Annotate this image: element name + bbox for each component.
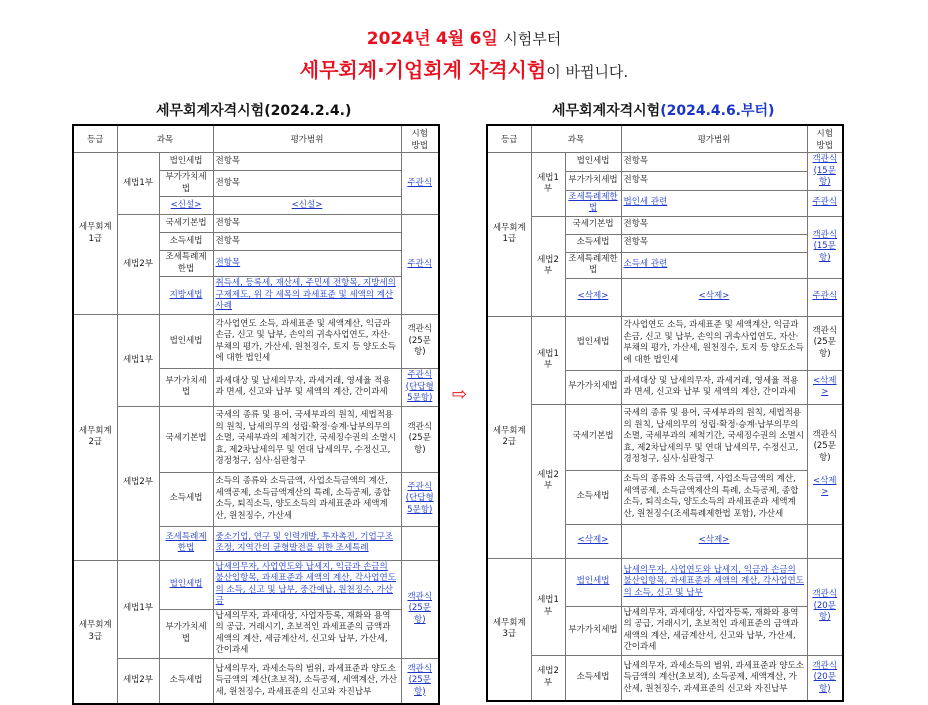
subject-special: 조세특례제한법 (159, 526, 213, 560)
method-cell: 주관식 (401, 153, 439, 215)
method-cell: 객관식 (20문항) (807, 655, 843, 701)
scope-del: <삭제> (621, 524, 807, 558)
method-cell: 객관식 (25문항) (401, 560, 439, 658)
scope-cell: 납세의무자, 사업연도와 납세지, 익금과 손금의 불산입항목, 과세표준과 세액의 계산, 각사업연도의 소득, 신고 및 납부 (621, 558, 807, 606)
left-table (72, 124, 440, 705)
scope-cell: 전항목 (213, 171, 401, 197)
date-month: 4월 (435, 29, 465, 49)
col-grade: 등급 (73, 125, 117, 153)
col-grade: 등급 (487, 125, 531, 153)
scope-cell: 국세의 종류 및 용어, 국세부과의 원칙, 세법적용의 원칙, 납세의무의 성립·확정·승계·납부의무의 소멸, 국세부과의 제척기간, 국세징수권의 소멸시효, 제2차납세의무 및 연대 납세의무, 수정신고, 경정청구, 심사·심판청구 (621, 404, 807, 470)
method-cell: 객관식 (25문항) (807, 316, 843, 370)
scope-cell: 각사업연도 소득, 과세표준 및 세액계산, 익금과 손금, 신고 및 납부, 손익의 귀속사업연도, 자산·부채의 평가, 가산세, 원천징수, 토지 등 양도소득에 대한 법인세 (621, 316, 807, 370)
subject-corp: 법인세법 (159, 153, 213, 171)
subject-vat: 부가가치세법 (565, 606, 621, 655)
scope-cell: 납세의무자, 과세대상, 사업자등록, 재화와 용역의 공급, 거래시기, 초보적인 과세표준의 금액과 세액의 계산, 세금계산서, 신고와 납부, 가산세, 간이과세 (213, 609, 401, 658)
subject-del: <삭제> (565, 278, 621, 316)
subject-vat: 부가가치세법 (159, 369, 213, 407)
col-method: 시험 방법 (401, 125, 439, 153)
scope-new: <신설> (213, 197, 401, 215)
scope-cell: 각사업연도 소득, 과세표준 및 세액계산, 익금과 손금, 신고 및 납부, 손익의 귀속사업연도, 자산·부채의 평가, 가산세, 원천징수, 토지 등 양도소득에 대한 법인세 (213, 315, 401, 369)
scope-cell: 전항목 (621, 234, 807, 252)
scope-cell: 납세의무자, 과세소득의 범위, 과세표준과 양도소득금액의 계산(초보적), 소득공제, 세액계산, 가산세, 원천징수, 과세표준의 신고와 자진납부 (213, 658, 401, 704)
grade-2: 세무회계 2급 (73, 315, 117, 561)
scope-cell: 소득세 관련 (621, 252, 807, 278)
grade-3: 세무회계 3급 (487, 558, 531, 701)
subject-del: <삭제> (565, 524, 621, 558)
subject-basic: 국세기본법 (565, 404, 621, 470)
scope-cell: 전항목 (621, 216, 807, 234)
subject-inc: 소득세법 (565, 234, 621, 252)
grade-2: 세무회계 2급 (487, 316, 531, 558)
subject-special: 조세특례제한법 (159, 251, 213, 277)
method-cell (807, 404, 843, 524)
subject-special: 조세특례제한법 (565, 252, 621, 278)
scope-cell: 법인세 관련 (621, 190, 807, 216)
subject-corp: 법인세법 (565, 316, 621, 370)
subject-inc: 소득세법 (565, 470, 621, 524)
method-cell: 객관식 (25문항) (401, 315, 439, 369)
scope-cell: 과세대상 및 납세의무자, 과세거래, 영세율 적용과 면세, 신고와 납부 및 세액의 계산, 간이과세 (621, 370, 807, 404)
scope-del: <삭제> (621, 278, 807, 316)
part-1: 세법1부 (531, 316, 565, 404)
subject-vat: 부가가치세법 (565, 370, 621, 404)
col-subject: 과목 (531, 125, 621, 153)
subject-corp: 법인세법 (159, 315, 213, 369)
col-method: 시험 방법 (807, 125, 843, 153)
method-cell: 주관식 (단답형 5문항) (401, 369, 439, 407)
headline-line1 (0, 24, 928, 49)
part-1: 세법1부 (117, 153, 159, 215)
method-cell: 주관식 (단답형 5문항) (401, 472, 439, 526)
subject-basic: 국세기본법 (159, 406, 213, 472)
method-cell: 주관식 (807, 190, 843, 216)
subject-inc: 소득세법 (565, 655, 621, 701)
scope-cell: 전항목 (213, 215, 401, 233)
subject-corp: 법인세법 (565, 558, 621, 606)
method-cell: 객관식 (25문항) (401, 658, 439, 704)
scope-special: 중소기업, 연구 및 인력개발, 투자촉진, 기업구조조정, 지역간의 균형발전을 위한 조세특례 (213, 526, 401, 560)
subject-inc: 소득세법 (159, 658, 213, 704)
part-1: 세법1부 (117, 315, 159, 407)
scope-cell: 소득의 종류와 소득금액, 사업소득금액의 계산, 세액공제, 소득금액계산의 특례, 소득공제, 종합소득, 퇴직소득, 양도소득의 과세표준과 세액계산, 원천징수(조세특례제한법 포함), 가산세 (621, 470, 807, 524)
grade-1: 세무회계 1급 (487, 153, 531, 317)
method-cell (401, 526, 439, 560)
subject-local: 지방세법 (159, 277, 213, 315)
subject-basic: 국세기본법 (159, 215, 213, 233)
subject-inc: 소득세법 (159, 472, 213, 526)
method-cell (807, 524, 843, 558)
part-2: 세법2부 (531, 655, 565, 701)
part-1: 세법1부 (531, 153, 565, 217)
subject-vat: 부가가치세법 (159, 171, 213, 197)
col-scope: 평가범위 (213, 125, 401, 153)
grade-1: 세무회계 1급 (73, 153, 117, 315)
scope-cell: 전항목 (621, 171, 807, 190)
part-2: 세법2부 (117, 406, 159, 560)
subject-corp: 법인세법 (159, 560, 213, 609)
scope-cell: 납세의무자, 과세소득의 범위, 과세표준과 양도소득금액의 계산(초보적), 소득공제, 세액계산, 가산세, 원천징수, 과세표준의 신고와 자진납부 (621, 655, 807, 701)
headline-suffix1: 시험부터 (503, 30, 562, 48)
method-cell: <삭제> (807, 370, 843, 404)
headline-suffix2: 이 바뀝니다. (546, 63, 629, 81)
method-cell: 객관식 (15문항) (807, 153, 843, 191)
right-table (486, 124, 844, 702)
method-text: 객관식 (25문항) (812, 429, 838, 463)
scope-cell: 납세의무자, 과세대상, 사업자등록, 재화와 용역의 공급, 거래시기, 초보적인 과세표준의 금액과 세액의 계산, 세금계산서, 신고와 납부, 가산세, 간이과세 (621, 606, 807, 655)
scope-cell: 과세대상 및 납세의무자, 과세거래, 영세율 적용과 면세, 신고와 납부 및 세액의 계산, 간이과세 (213, 369, 401, 407)
subject-basic: 국세기본법 (565, 216, 621, 234)
scope-cell: 전항목 (621, 153, 807, 172)
method-cell: 객관식 (15문항) (807, 216, 843, 278)
part-2: 세법2부 (117, 658, 159, 704)
right-title-b: (2024.4.6.부터) (660, 103, 775, 119)
grade-3: 세무회계 3급 (73, 560, 117, 704)
arrow-icon: ⇨ (452, 384, 468, 405)
scope-local: 취득세, 등록세, 재산세, 주민세 전항목, 지방세의 구제제도, 위 각 세목의 과세표준 및 세액의 계산사례 (213, 277, 401, 315)
left-title: 세무회계자격시험(2024.2.4.) (156, 103, 352, 119)
scope-cell: 납세의무자, 사업연도와 납세지, 익금과 손금의 불산입항목, 과세표준과 세액의 계산, 각사업연도의 소득, 신고 및 납부, 중간예납, 원천징수, 가산금 (213, 560, 401, 609)
subject-inc: 소득세법 (159, 233, 213, 251)
right-title (552, 100, 774, 120)
scope-cell: 전항목 (213, 153, 401, 171)
subject-special: 조세특례제한법 (565, 190, 621, 216)
part-2: 세법2부 (531, 216, 565, 316)
part-2: 세법2부 (117, 215, 159, 315)
subject-vat: 부가가치세법 (159, 609, 213, 658)
part-1: 세법1부 (117, 560, 159, 658)
method-cell: 주관식 (807, 278, 843, 316)
scope-cell: 전항목 (213, 233, 401, 251)
subject-vat: 부가가치세법 (565, 171, 621, 190)
subject-new: <신설> (159, 197, 213, 215)
right-title-a: 세무회계자격시험 (552, 103, 661, 119)
method-cell: 객관식 (25문항) (401, 406, 439, 472)
date-day: 6일 (469, 29, 498, 49)
exam-name: 세무회계·기업회계 자격시험 (299, 58, 547, 82)
method-del: <삭제> (812, 475, 837, 497)
part-2: 세법2부 (531, 404, 565, 558)
scope-cell: 국세의 종류 및 용어, 국세부과의 원칙, 세법적용의 원칙, 납세의무의 성립·확정·승계·납부의무의 소멸, 국세부과의 제척기간, 국세징수권의 소멸시효, 제2차납세의무 및 연대 납세의무, 수정신고, 경정청구, 심사·심판청구 (213, 406, 401, 472)
scope-text: 소득의 종류와 소득금액, 사업소득금액의 계산, 세액공제, 소득금액계산의 특례, 소득공제, 종합소득, 퇴직소득, 양도소득의 과세표준과 세액계산, 원천징수, 가산세 (215, 476, 391, 521)
method-cell: 객관식 (20문항) (807, 558, 843, 655)
col-scope: 평가범위 (621, 125, 807, 153)
method-cell: 주관식 (401, 215, 439, 315)
headline-line2 (0, 54, 928, 83)
date-year: 2024년 (366, 29, 431, 49)
subject-corp: 법인세법 (565, 153, 621, 172)
col-subject: 과목 (117, 125, 213, 153)
scope-cell (213, 472, 401, 526)
scope-cell: 전항목 (213, 251, 401, 277)
part-1: 세법1부 (531, 558, 565, 655)
